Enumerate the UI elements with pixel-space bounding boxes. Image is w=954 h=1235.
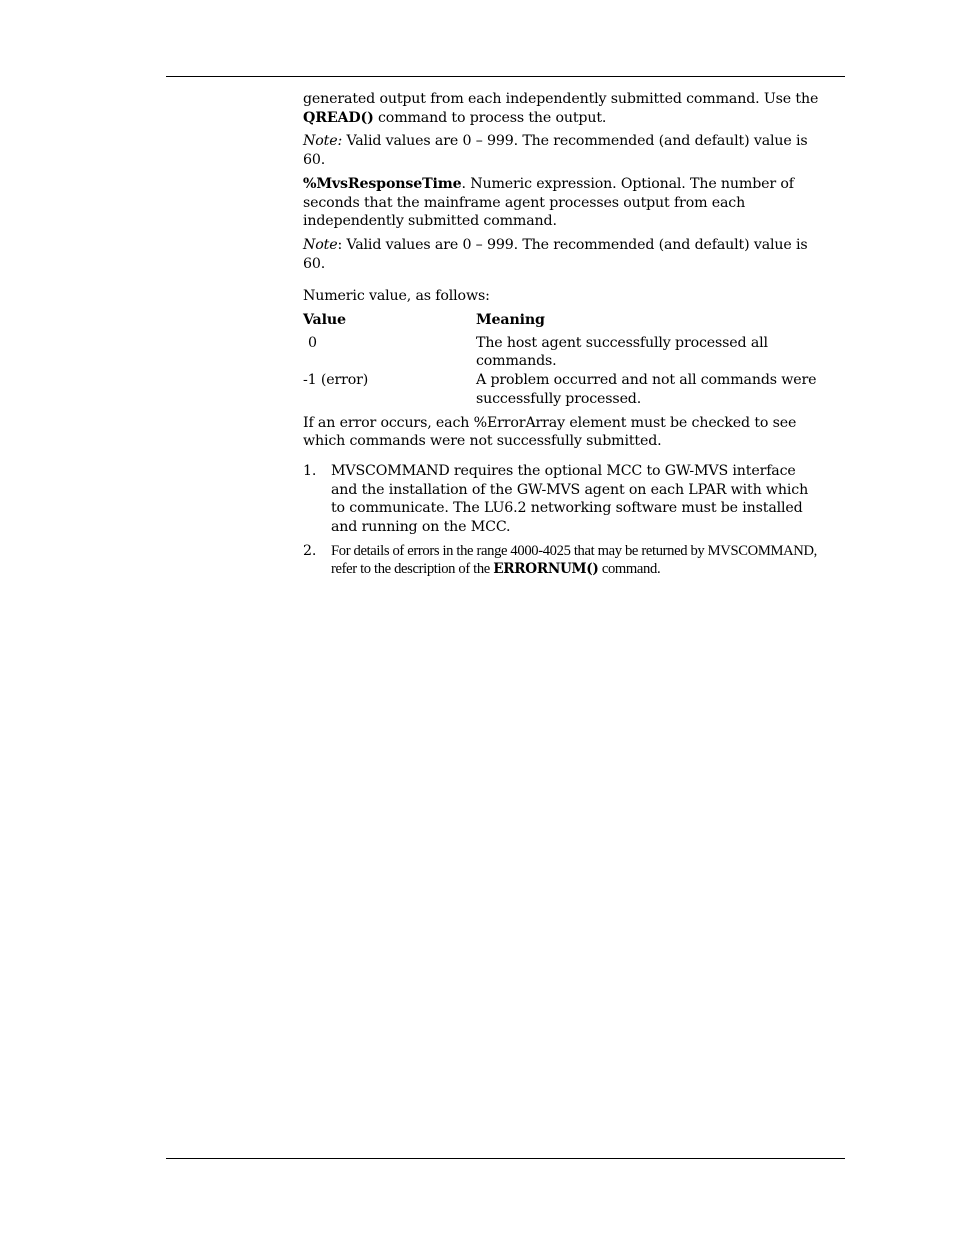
mvs-response-time-paragraph: %MvsResponseTime. Numeric expression. Optional. The number of seconds that the mainframe agent processes output from each independently submitted command.	[303, 175, 794, 230]
table-cell-value: 0	[308, 334, 317, 351]
table-cell-meaning: The host agent successfully processed all commands.	[476, 334, 768, 370]
errornum-command: ERRORNUM()	[493, 561, 599, 578]
page-body	[303, 90, 823, 584]
note-label: Note	[303, 236, 338, 253]
header-rule	[166, 76, 845, 77]
qread-command: QREAD()	[303, 109, 374, 126]
list-number: 1.	[303, 462, 317, 479]
note-queue-response-time: Note: Valid values are 0 – 999. The recommended (and default) value is 60.	[303, 133, 808, 169]
error-paragraph: If an error occurs, each %ErrorArray element must be checked to see which commands were not successfully submitted.	[303, 414, 797, 450]
note-label: Note:	[303, 133, 343, 150]
list-item: 2. For details of errors in the range 4000-4025 that may be returned by MVSCOMMAND, refer to the description of the ERRORNUM() command.	[303, 542, 817, 578]
table-header: Value	[303, 312, 346, 329]
param-name: %MvsResponseTime	[303, 175, 462, 192]
return-values-table	[303, 311, 823, 409]
table-row	[303, 371, 823, 408]
table-cell-meaning: A problem occurred and not all commands were successfully processed.	[476, 372, 817, 407]
footer-rule	[166, 1158, 845, 1159]
table-row	[303, 334, 823, 371]
notes-list	[303, 462, 823, 579]
output-paragraph: generated output from each independently submitted command. Use the QREAD() command to process the output.	[303, 91, 819, 126]
return-value-intro: Numeric value, as follows:	[303, 288, 490, 305]
note-mvs-response-time: Note: Valid values are 0 – 999. The recommended (and default) value is 60.	[303, 236, 808, 272]
table-header-row	[303, 311, 823, 334]
table-cell-value: -1 (error)	[303, 372, 369, 389]
list-item: 1. MVSCOMMAND requires the optional MCC to GW-MVS interface and the installation of the GW-MVS agent on each LPAR with which to communicate. The LU6.2 networking software must be installed and running on the MCC.	[303, 462, 809, 536]
list-number: 2.	[303, 542, 317, 559]
table-header: Meaning	[476, 312, 545, 329]
